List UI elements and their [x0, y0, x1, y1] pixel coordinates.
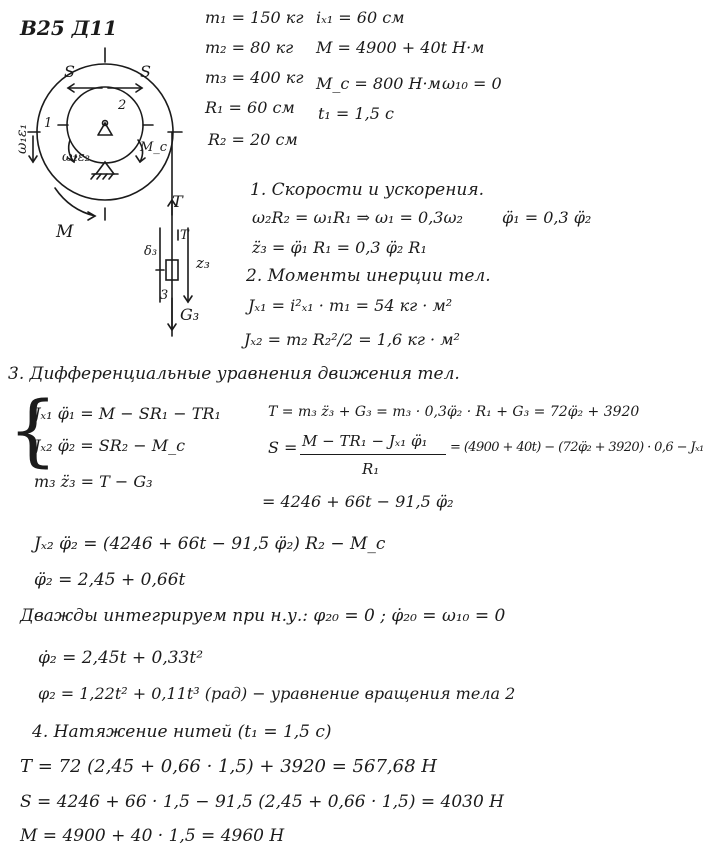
integration-note: Дважды интегрируем при н.у.: φ₂₀ = 0 ; φ̇₂₀ = ω₁₀ = 0: [20, 606, 506, 626]
figure-label-delta3: δ₃: [144, 244, 158, 259]
result-T: T = 72 (2,45 + 0,66 · 1,5) + 3920 = 567,68 Н: [20, 756, 437, 777]
result-S: S = 4246 + 66 · 1,5 − 91,5 (2,45 + 0,66 · 1,5) = 4030 Н: [20, 792, 505, 812]
given-m1: m₁ = 150 кг: [205, 8, 304, 27]
tension-S-fraction-bar: [300, 454, 446, 455]
given-w10: ω₁₀ = 0: [442, 74, 502, 93]
section-2-line-2: Jₓ₂ = m₂ R₂²/2 = 1,6 кг · м²: [244, 330, 460, 349]
result-M: M = 4900 + 40 · 1,5 = 4960 Н: [20, 826, 285, 846]
given-m2: m₂ = 80 кг: [205, 38, 294, 57]
section-1-line-1: ω₂R₂ = ω₁R₁ ⇒ ω₁ = 0,3ω₂: [252, 208, 463, 227]
section-2-heading: 2. Моменты инерции тел.: [246, 266, 491, 286]
figure-label-S-left: S: [64, 62, 75, 81]
section-2-line-1: Jₓ₁ = i²ₓ₁ · m₁ = 54 кг · м²: [248, 296, 453, 315]
figure-label-1: 1: [44, 116, 53, 131]
given-m3: m₃ = 400 кг: [205, 68, 304, 87]
system-eq-2: Jₓ₂ φ̈₂ = SR₂ − M_c: [34, 436, 186, 455]
tension-T-equation: T = m₃ z̈₃ + G₃ = m₃ · 0,3φ̈₂ · R₁ + G₃ = 72φ̈₂ + 3920: [268, 404, 640, 420]
given-M: M = 4900 + 40t Н·м: [316, 38, 485, 57]
given-ix1: iₓ₁ = 60 см: [316, 8, 405, 27]
variant-label: В25 Д11: [20, 16, 118, 40]
mechanism-diagram: [0, 40, 210, 340]
angular-acceleration: φ̈₂ = 2,45 + 0,66t: [34, 570, 186, 590]
figure-label-G3: G₃: [180, 305, 200, 324]
figure-label-Mc: M_c: [140, 140, 168, 155]
system-brace: {: [8, 386, 58, 476]
tension-S-substitution: = (4900 + 40t) − (72φ̈₂ + 3920) · 0,6 − Jₓ₁: [450, 440, 704, 455]
body-2-equation: Jₓ₂ φ̈₂ = (4246 + 66t − 91,5 φ̈₂) R₂ − M_c: [34, 534, 386, 554]
figure-label-2: 2: [118, 98, 127, 113]
drum-1-circle: [37, 64, 173, 200]
rotation-equation: φ₂ = 1,22t² + 0,11t³ (рад) − уравнение вращения тела 2: [38, 684, 516, 703]
given-R2: R₂ = 20 см: [208, 130, 298, 149]
given-R1: R₁ = 60 см: [205, 98, 295, 117]
tension-S-numerator: M − TR₁ − Jₓ₁ φ̈₁: [302, 432, 428, 450]
figure-label-S-right: S: [140, 62, 151, 81]
figure-label-T: T: [172, 192, 183, 211]
tension-S-lhs: S =: [268, 438, 298, 457]
system-eq-1: Jₓ₁ φ̈₁ = M − SR₁ − TR₁: [34, 404, 221, 423]
figure-label-w1e1: ω₁ε₁: [14, 123, 30, 154]
section-1-heading: 1. Скорости и ускорения.: [250, 180, 484, 200]
figure-label-w2e2: ω₂ε₂: [62, 150, 90, 165]
angular-velocity: φ̇₂ = 2,45t + 0,33t²: [38, 648, 204, 668]
section-3-heading: 3. Дифференциальные уравнения движения тел.: [8, 364, 460, 384]
section-4-heading: 4. Натяжение нитей (t₁ = 1,5 с): [32, 722, 332, 742]
section-1-line-2: z̈₃ = φ̈₁ R₁ = 0,3 φ̈₂ R₁: [252, 238, 427, 257]
figure-label-z3: z₃: [196, 254, 210, 272]
tension-S-result: = 4246 + 66t − 91,5 φ̈₂: [262, 492, 454, 511]
section-1-line-1b: φ̈₁ = 0,3 φ̈₂: [502, 208, 592, 227]
given-Mc: M_c = 800 Н·м: [316, 74, 441, 93]
figure-label-3: 3: [160, 288, 169, 303]
given-t1: t₁ = 1,5 с: [318, 104, 394, 123]
tension-S-denominator: R₁: [362, 460, 380, 478]
system-eq-3: m₃ z̈₃ = T − G₃: [34, 472, 153, 491]
figure-label-M: M: [56, 222, 74, 242]
figure-label-T2: T: [180, 228, 189, 243]
